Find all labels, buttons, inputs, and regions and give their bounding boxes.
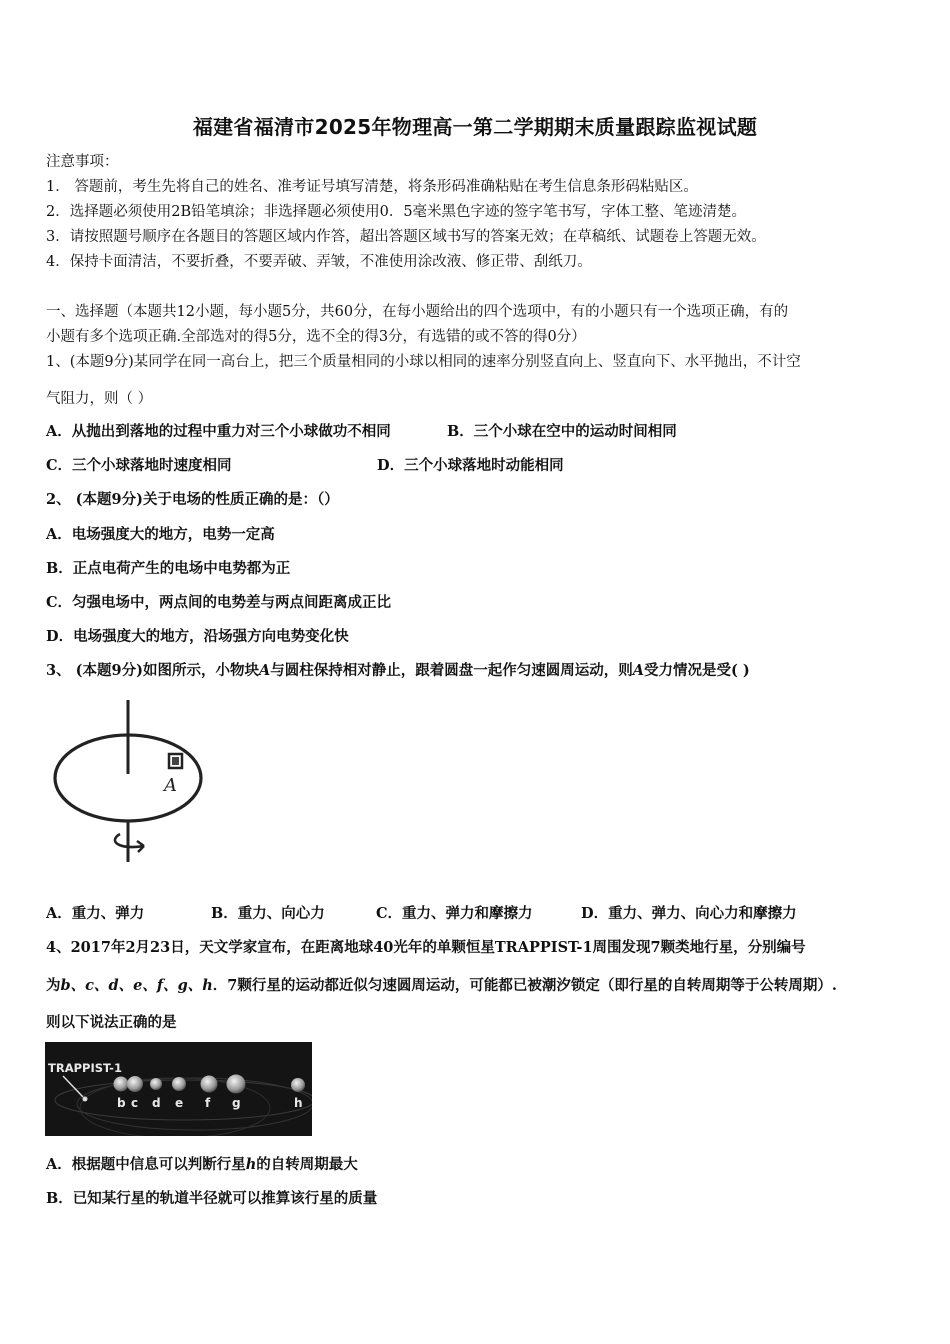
q1-option-b: B．三个小球在空中的运动时间相同 [447, 423, 677, 440]
planet-label-h: h [294, 1096, 303, 1110]
planet-d [150, 1078, 162, 1090]
planet-label-c: c [131, 1096, 139, 1110]
planet-label-g: g [232, 1096, 241, 1110]
q4-trappist-figure [45, 1042, 312, 1136]
q1-option-c: C．三个小球落地时速度相同 [46, 457, 232, 474]
notice-item-3: 3．请按照题号顺序在各题目的答题区域内作答，超出答题区域书写的答案无效；在草稿纸、试题卷上答题无效。 [46, 229, 766, 245]
notice-item-1: 1． 答题前，考生先将自己的姓名、准考证号填写清楚，将条形码准确粘贴在考生信息条形码粘贴区。 [46, 179, 698, 195]
planet-label-f: f [205, 1096, 211, 1110]
planet-e [172, 1077, 186, 1091]
q3-stem [46, 661, 750, 681]
q4-option-a [46, 1155, 358, 1175]
q1-stem-line-1: 1、(本题9分)某同学在同一高台上，把三个质量相同的小球以相同的速率分别竖直向上、竖直向下、水平抛出，不计空 [46, 354, 801, 370]
q3-option-d: D．重力、弹力、向心力和摩擦力 [581, 905, 797, 922]
q3-option-c: C．重力、弹力和摩擦力 [376, 905, 533, 922]
planet-b [114, 1077, 129, 1092]
notice-item-2: 2．选择题必须使用2B铅笔填涂；非选择题必须使用0．5毫米黑色字迹的签字笔书写，字体工整、笔迹清楚。 [46, 204, 747, 220]
block-a-fill [172, 757, 179, 765]
notice-item-4: 4．保持卡面清洁，不要折叠，不要弄破、弄皱，不准使用涂改液、修正带、刮纸刀。 [46, 254, 592, 270]
q1-option-a: A．从抛出到落地的过程中重力对三个小球做功不相同 [46, 423, 391, 440]
planet-label-e: e [175, 1096, 184, 1110]
star-label: TRAPPIST-1 [48, 1061, 122, 1075]
q4-planet-list: b、c、d、e、f、g、h [60, 977, 213, 994]
star-dot [83, 1097, 88, 1102]
q2-stem: 2、 (本题9分)关于电场的性质正确的是：（） [46, 491, 339, 508]
q4-stem-line-3: 则以下说法正确的是 [46, 1014, 177, 1031]
planet-c [127, 1076, 143, 1092]
planet-label-b: b [117, 1096, 126, 1110]
planet-h [291, 1078, 305, 1092]
planet-f [201, 1076, 218, 1093]
q4-opt-a-pre: A．根据题中信息可以判断行星 [46, 1156, 246, 1173]
q1-stem-line-2: 气阻力，则（ ） [46, 391, 153, 407]
q3-stem-post: 受力情况是受( ) [643, 662, 750, 679]
q4-line2-post: ．7颗行星的运动都近似匀速圆周运动，可能都已被潮汐锁定（即行星的自转周期等于公转周期）. [212, 977, 837, 994]
q4-opt-a-post: 的自转周期最大 [256, 1156, 358, 1173]
section-intro-line-2: 小题有多个选项正确.全部选对的得5分，选不全的得3分，有选错的或不答的得0分） [46, 329, 586, 345]
q2-option-a: A．电场强度大的地方，电势一定高 [46, 526, 275, 543]
q3-stem-pre: 3、 (本题9分)如图所示，小物块 [46, 662, 259, 679]
q1-option-d: D．三个小球落地时动能相同 [377, 457, 564, 474]
q3-stem-a: A [258, 662, 271, 679]
block-a-label: A [164, 775, 177, 796]
q3-option-a: A．重力、弹力 [46, 905, 145, 922]
planet-g [227, 1075, 246, 1094]
q3-stem-mid: 与圆柱保持相对静止，跟着圆盘一起作匀速圆周运动，则 [270, 662, 633, 679]
page-title: 福建省福清市2025年物理高一第二学期期末质量跟踪监视试题 [192, 115, 758, 139]
q4-line2-pre: 为 [46, 977, 61, 994]
q3-option-b: B．重力、向心力 [211, 905, 325, 922]
q2-option-d: D．电场强度大的地方，沿场强方向电势变化快 [46, 628, 349, 645]
planet-label-d: d [152, 1096, 161, 1110]
section-intro-line-1: 一、选择题（本题共12小题，每小题5分，共60分，在每小题给出的四个选项中，有的小题只有一个选项正确，有的 [46, 304, 789, 320]
q4-opt-a-h: h [245, 1156, 257, 1173]
q4-option-b: B．已知某行星的轨道半径就可以推算该行星的质量 [46, 1190, 378, 1207]
q4-stem-line-2 [46, 976, 837, 996]
q4-stem-line-1: 4、2017年2月23日，天文学家宣布，在距离地球40光年的单颗恒星TRAPPIST-1周围发现7颗类地行星，分别编号 [46, 939, 806, 956]
q2-option-b: B．正点电荷产生的电场中电势都为正 [46, 560, 291, 577]
q3-disk-figure [48, 696, 213, 868]
q2-option-c: C．匀强电场中，两点间的电势差与两点间距离成正比 [46, 594, 392, 611]
notice-heading: 注意事项： [46, 154, 119, 170]
q3-stem-a2: A [632, 662, 644, 679]
